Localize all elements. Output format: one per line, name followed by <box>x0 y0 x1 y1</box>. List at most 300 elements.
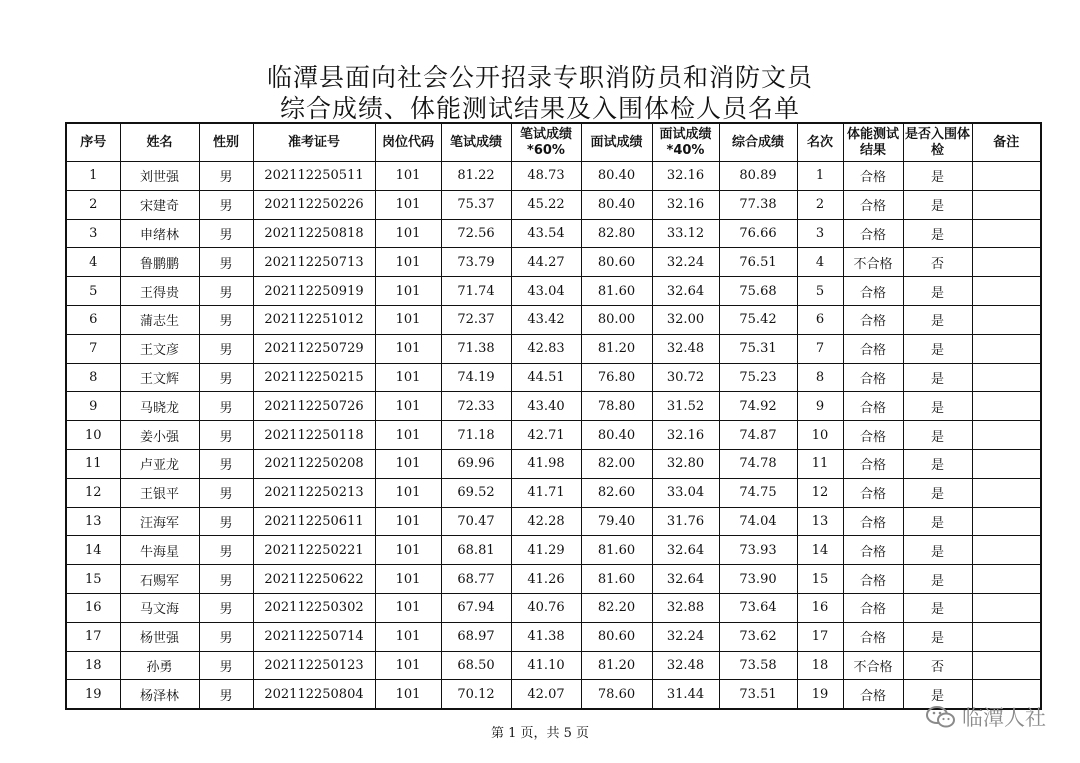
cell-fitness: 不合格 <box>843 248 903 277</box>
cell-interview: 78.60 <box>581 680 652 709</box>
table-row <box>66 363 1041 392</box>
cell-written: 69.52 <box>441 478 511 507</box>
cell-exam-id: 202112250208 <box>253 449 375 478</box>
cell-total: 75.42 <box>719 305 797 334</box>
cell-physical-exam: 是 <box>903 334 972 363</box>
cell-written: 68.50 <box>441 651 511 680</box>
cell-post-code: 101 <box>375 680 441 709</box>
cell-seq: 4 <box>66 248 120 277</box>
cell-gender: 男 <box>199 651 253 680</box>
cell-gender: 男 <box>199 219 253 248</box>
cell-written-weighted: 42.71 <box>511 421 581 450</box>
cell-written: 68.77 <box>441 565 511 594</box>
results-table <box>65 122 1042 710</box>
cell-physical-exam: 是 <box>903 277 972 306</box>
table-body <box>66 162 1041 710</box>
cell-name: 蒲志生 <box>120 305 199 334</box>
cell-seq: 6 <box>66 305 120 334</box>
cell-physical-exam: 否 <box>903 248 972 277</box>
table-row <box>66 449 1041 478</box>
cell-written: 68.97 <box>441 622 511 651</box>
cell-post-code: 101 <box>375 277 441 306</box>
cell-rank: 3 <box>797 219 843 248</box>
cell-fitness: 合格 <box>843 392 903 421</box>
cell-exam-id: 202112250714 <box>253 622 375 651</box>
cell-written-weighted: 42.83 <box>511 334 581 363</box>
cell-name: 马文海 <box>120 593 199 622</box>
table-row <box>66 190 1041 219</box>
cell-post-code: 101 <box>375 219 441 248</box>
cell-note <box>972 392 1041 421</box>
cell-exam-id: 202112250302 <box>253 593 375 622</box>
table-row <box>66 478 1041 507</box>
cell-note <box>972 305 1041 334</box>
cell-rank: 15 <box>797 565 843 594</box>
table-header-row <box>66 123 1041 162</box>
cell-written-weighted: 41.98 <box>511 449 581 478</box>
cell-seq: 11 <box>66 449 120 478</box>
header-exam-id: 准考证号 <box>253 123 375 162</box>
cell-written: 70.47 <box>441 507 511 536</box>
cell-physical-exam: 是 <box>903 680 972 709</box>
cell-post-code: 101 <box>375 334 441 363</box>
cell-post-code: 101 <box>375 478 441 507</box>
cell-gender: 男 <box>199 507 253 536</box>
table-row <box>66 162 1041 191</box>
cell-interview-weighted: 32.48 <box>652 651 719 680</box>
cell-rank: 14 <box>797 536 843 565</box>
cell-written-weighted: 43.40 <box>511 392 581 421</box>
cell-physical-exam: 是 <box>903 478 972 507</box>
cell-interview-weighted: 32.16 <box>652 190 719 219</box>
cell-written-weighted: 40.76 <box>511 593 581 622</box>
cell-written-weighted: 41.10 <box>511 651 581 680</box>
cell-written-weighted: 43.04 <box>511 277 581 306</box>
cell-gender: 男 <box>199 334 253 363</box>
cell-total: 76.51 <box>719 248 797 277</box>
cell-name: 卢亚龙 <box>120 449 199 478</box>
cell-exam-id: 202112250729 <box>253 334 375 363</box>
cell-total: 77.38 <box>719 190 797 219</box>
cell-interview: 82.00 <box>581 449 652 478</box>
cell-physical-exam: 是 <box>903 449 972 478</box>
cell-exam-id: 202112250213 <box>253 478 375 507</box>
cell-physical-exam: 是 <box>903 363 972 392</box>
cell-total: 76.66 <box>719 219 797 248</box>
cell-total: 73.58 <box>719 651 797 680</box>
document-title-line2: 综合成绩、体能测试结果及入围体检人员名单 <box>279 94 800 123</box>
cell-interview-weighted: 32.64 <box>652 277 719 306</box>
cell-fitness: 合格 <box>843 680 903 709</box>
cell-written-weighted: 44.27 <box>511 248 581 277</box>
cell-post-code: 101 <box>375 421 441 450</box>
cell-name: 石赐军 <box>120 565 199 594</box>
cell-interview-weighted: 32.00 <box>652 305 719 334</box>
cell-total: 73.51 <box>719 680 797 709</box>
cell-name: 姜小强 <box>120 421 199 450</box>
cell-interview-weighted: 32.80 <box>652 449 719 478</box>
cell-rank: 11 <box>797 449 843 478</box>
cell-seq: 12 <box>66 478 120 507</box>
cell-name: 马晓龙 <box>120 392 199 421</box>
cell-interview-weighted: 32.64 <box>652 536 719 565</box>
wechat-icon <box>926 705 956 729</box>
cell-fitness: 合格 <box>843 305 903 334</box>
cell-interview-weighted: 32.48 <box>652 334 719 363</box>
cell-exam-id: 202112250511 <box>253 162 375 191</box>
cell-post-code: 101 <box>375 305 441 334</box>
cell-rank: 7 <box>797 334 843 363</box>
cell-total: 74.75 <box>719 478 797 507</box>
cell-gender: 男 <box>199 478 253 507</box>
cell-gender: 男 <box>199 392 253 421</box>
table-row <box>66 565 1041 594</box>
table-row <box>66 219 1041 248</box>
cell-physical-exam: 是 <box>903 219 972 248</box>
table-row <box>66 651 1041 680</box>
cell-total: 75.23 <box>719 363 797 392</box>
cell-note <box>972 248 1041 277</box>
cell-written-weighted: 41.29 <box>511 536 581 565</box>
cell-note <box>972 162 1041 191</box>
cell-gender: 男 <box>199 449 253 478</box>
cell-rank: 13 <box>797 507 843 536</box>
cell-seq: 9 <box>66 392 120 421</box>
cell-interview: 78.80 <box>581 392 652 421</box>
cell-seq: 14 <box>66 536 120 565</box>
cell-post-code: 101 <box>375 248 441 277</box>
cell-physical-exam: 是 <box>903 565 972 594</box>
cell-post-code: 101 <box>375 622 441 651</box>
cell-interview: 82.80 <box>581 219 652 248</box>
watermark <box>926 702 1046 732</box>
cell-seq: 1 <box>66 162 120 191</box>
cell-post-code: 101 <box>375 190 441 219</box>
cell-note <box>972 593 1041 622</box>
cell-fitness: 合格 <box>843 277 903 306</box>
cell-exam-id: 202112250726 <box>253 392 375 421</box>
cell-rank: 9 <box>797 392 843 421</box>
document-title-line1: 临潭县面向社会公开招录专职消防员和消防文员 <box>266 63 813 92</box>
table-row <box>66 334 1041 363</box>
cell-interview: 81.60 <box>581 565 652 594</box>
cell-total: 75.31 <box>719 334 797 363</box>
cell-seq: 19 <box>66 680 120 709</box>
cell-note <box>972 507 1041 536</box>
cell-post-code: 101 <box>375 536 441 565</box>
cell-post-code: 101 <box>375 449 441 478</box>
cell-note <box>972 219 1041 248</box>
cell-rank: 18 <box>797 651 843 680</box>
cell-name: 杨世强 <box>120 622 199 651</box>
cell-seq: 15 <box>66 565 120 594</box>
cell-total: 74.78 <box>719 449 797 478</box>
cell-total: 73.90 <box>719 565 797 594</box>
cell-seq: 7 <box>66 334 120 363</box>
cell-gender: 男 <box>199 305 253 334</box>
cell-physical-exam: 是 <box>903 536 972 565</box>
cell-interview: 81.60 <box>581 536 652 565</box>
cell-physical-exam: 是 <box>903 392 972 421</box>
cell-note <box>972 651 1041 680</box>
cell-gender: 男 <box>199 536 253 565</box>
cell-fitness: 合格 <box>843 536 903 565</box>
cell-rank: 8 <box>797 363 843 392</box>
cell-interview: 81.60 <box>581 277 652 306</box>
cell-total: 75.68 <box>719 277 797 306</box>
cell-interview-weighted: 32.24 <box>652 622 719 651</box>
cell-post-code: 101 <box>375 565 441 594</box>
cell-interview: 76.80 <box>581 363 652 392</box>
cell-exam-id: 202112250919 <box>253 277 375 306</box>
cell-interview: 80.60 <box>581 248 652 277</box>
cell-name: 孙勇 <box>120 651 199 680</box>
table-row <box>66 593 1041 622</box>
header-rank: 名次 <box>797 123 843 162</box>
cell-physical-exam: 是 <box>903 421 972 450</box>
cell-interview-weighted: 31.44 <box>652 680 719 709</box>
cell-note <box>972 363 1041 392</box>
table-row <box>66 421 1041 450</box>
cell-post-code: 101 <box>375 162 441 191</box>
cell-physical-exam: 是 <box>903 190 972 219</box>
cell-written: 81.22 <box>441 162 511 191</box>
cell-interview: 81.20 <box>581 651 652 680</box>
cell-seq: 16 <box>66 593 120 622</box>
cell-interview: 81.20 <box>581 334 652 363</box>
cell-seq: 17 <box>66 622 120 651</box>
header-fitness: 体能测试结果 <box>843 123 903 162</box>
cell-seq: 2 <box>66 190 120 219</box>
cell-rank: 19 <box>797 680 843 709</box>
cell-gender: 男 <box>199 680 253 709</box>
cell-physical-exam: 是 <box>903 593 972 622</box>
cell-total: 73.64 <box>719 593 797 622</box>
cell-gender: 男 <box>199 593 253 622</box>
cell-exam-id: 202112250215 <box>253 363 375 392</box>
cell-gender: 男 <box>199 363 253 392</box>
cell-exam-id: 202112250622 <box>253 565 375 594</box>
header-seq: 序号 <box>66 123 120 162</box>
cell-fitness: 合格 <box>843 162 903 191</box>
cell-written: 72.56 <box>441 219 511 248</box>
cell-seq: 10 <box>66 421 120 450</box>
cell-fitness: 合格 <box>843 334 903 363</box>
cell-fitness: 合格 <box>843 449 903 478</box>
cell-interview-weighted: 30.72 <box>652 363 719 392</box>
cell-fitness: 不合格 <box>843 651 903 680</box>
cell-interview-weighted: 32.64 <box>652 565 719 594</box>
cell-post-code: 101 <box>375 363 441 392</box>
cell-written: 69.96 <box>441 449 511 478</box>
header-written-weighted: 笔试成绩*60% <box>511 123 581 162</box>
cell-written-weighted: 41.26 <box>511 565 581 594</box>
cell-name: 王文彦 <box>120 334 199 363</box>
cell-interview-weighted: 31.76 <box>652 507 719 536</box>
header-interview: 面试成绩 <box>581 123 652 162</box>
cell-written-weighted: 42.07 <box>511 680 581 709</box>
cell-fitness: 合格 <box>843 421 903 450</box>
cell-written-weighted: 48.73 <box>511 162 581 191</box>
cell-fitness: 合格 <box>843 219 903 248</box>
table-row <box>66 277 1041 306</box>
cell-exam-id: 202112250226 <box>253 190 375 219</box>
cell-fitness: 合格 <box>843 565 903 594</box>
cell-interview: 80.40 <box>581 421 652 450</box>
cell-name: 申绪林 <box>120 219 199 248</box>
cell-total: 80.89 <box>719 162 797 191</box>
cell-note <box>972 478 1041 507</box>
table-row <box>66 536 1041 565</box>
cell-note <box>972 190 1041 219</box>
cell-written: 74.19 <box>441 363 511 392</box>
cell-written: 71.18 <box>441 421 511 450</box>
cell-note <box>972 622 1041 651</box>
cell-exam-id: 202112250804 <box>253 680 375 709</box>
cell-gender: 男 <box>199 277 253 306</box>
cell-fitness: 合格 <box>843 363 903 392</box>
cell-name: 宋建奇 <box>120 190 199 219</box>
cell-post-code: 101 <box>375 593 441 622</box>
cell-exam-id: 202112250818 <box>253 219 375 248</box>
cell-written: 67.94 <box>441 593 511 622</box>
cell-physical-exam: 是 <box>903 305 972 334</box>
cell-note <box>972 536 1041 565</box>
cell-interview: 80.40 <box>581 190 652 219</box>
cell-written: 73.79 <box>441 248 511 277</box>
cell-written-weighted: 43.42 <box>511 305 581 334</box>
cell-written: 71.38 <box>441 334 511 363</box>
cell-total: 73.62 <box>719 622 797 651</box>
cell-interview: 82.20 <box>581 593 652 622</box>
cell-name: 王文辉 <box>120 363 199 392</box>
cell-rank: 2 <box>797 190 843 219</box>
cell-rank: 12 <box>797 478 843 507</box>
cell-exam-id: 202112250118 <box>253 421 375 450</box>
cell-written-weighted: 42.28 <box>511 507 581 536</box>
header-written: 笔试成绩 <box>441 123 511 162</box>
cell-note <box>972 421 1041 450</box>
cell-rank: 17 <box>797 622 843 651</box>
table-row <box>66 248 1041 277</box>
cell-fitness: 合格 <box>843 507 903 536</box>
cell-post-code: 101 <box>375 651 441 680</box>
cell-interview: 80.40 <box>581 162 652 191</box>
cell-name: 汪海军 <box>120 507 199 536</box>
cell-written: 72.37 <box>441 305 511 334</box>
cell-interview-weighted: 33.12 <box>652 219 719 248</box>
cell-written: 71.74 <box>441 277 511 306</box>
cell-interview-weighted: 31.52 <box>652 392 719 421</box>
cell-name: 王得贵 <box>120 277 199 306</box>
cell-rank: 4 <box>797 248 843 277</box>
cell-rank: 5 <box>797 277 843 306</box>
cell-exam-id: 202112250123 <box>253 651 375 680</box>
cell-note <box>972 334 1041 363</box>
cell-name: 刘世强 <box>120 162 199 191</box>
cell-interview-weighted: 33.04 <box>652 478 719 507</box>
cell-physical-exam: 否 <box>903 651 972 680</box>
cell-note <box>972 449 1041 478</box>
cell-post-code: 101 <box>375 507 441 536</box>
header-interview-weighted: 面试成绩*40% <box>652 123 719 162</box>
cell-name: 鲁鹏鹏 <box>120 248 199 277</box>
cell-fitness: 合格 <box>843 622 903 651</box>
cell-physical-exam: 是 <box>903 162 972 191</box>
cell-fitness: 合格 <box>843 190 903 219</box>
cell-interview: 80.60 <box>581 622 652 651</box>
cell-rank: 1 <box>797 162 843 191</box>
cell-interview: 79.40 <box>581 507 652 536</box>
cell-interview-weighted: 32.24 <box>652 248 719 277</box>
cell-note <box>972 277 1041 306</box>
cell-total: 74.04 <box>719 507 797 536</box>
cell-interview-weighted: 32.88 <box>652 593 719 622</box>
table-row <box>66 507 1041 536</box>
cell-gender: 男 <box>199 421 253 450</box>
page-footer: 第 1 页，共 5 页 <box>490 726 590 741</box>
table-row <box>66 680 1041 709</box>
cell-written: 70.12 <box>441 680 511 709</box>
cell-physical-exam: 是 <box>903 507 972 536</box>
watermark-text: 临潭人社 <box>962 706 1046 730</box>
cell-written-weighted: 41.71 <box>511 478 581 507</box>
cell-written: 68.81 <box>441 536 511 565</box>
cell-exam-id: 202112250611 <box>253 507 375 536</box>
cell-rank: 16 <box>797 593 843 622</box>
cell-seq: 13 <box>66 507 120 536</box>
header-physical-exam: 是否入围体检 <box>903 123 972 162</box>
cell-written-weighted: 41.38 <box>511 622 581 651</box>
cell-fitness: 合格 <box>843 478 903 507</box>
cell-interview-weighted: 32.16 <box>652 162 719 191</box>
cell-exam-id: 202112250713 <box>253 248 375 277</box>
cell-seq: 8 <box>66 363 120 392</box>
cell-total: 73.93 <box>719 536 797 565</box>
cell-seq: 18 <box>66 651 120 680</box>
cell-name: 杨泽林 <box>120 680 199 709</box>
cell-fitness: 合格 <box>843 593 903 622</box>
table-row <box>66 392 1041 421</box>
cell-exam-id: 202112251012 <box>253 305 375 334</box>
table-row <box>66 622 1041 651</box>
cell-seq: 5 <box>66 277 120 306</box>
header-post-code: 岗位代码 <box>375 123 441 162</box>
cell-physical-exam: 是 <box>903 622 972 651</box>
cell-gender: 男 <box>199 190 253 219</box>
header-name: 姓名 <box>120 123 199 162</box>
cell-gender: 男 <box>199 622 253 651</box>
cell-written-weighted: 43.54 <box>511 219 581 248</box>
cell-seq: 3 <box>66 219 120 248</box>
cell-gender: 男 <box>199 248 253 277</box>
cell-rank: 10 <box>797 421 843 450</box>
cell-note <box>972 565 1041 594</box>
cell-post-code: 101 <box>375 392 441 421</box>
cell-written-weighted: 44.51 <box>511 363 581 392</box>
header-total: 综合成绩 <box>719 123 797 162</box>
cell-name: 王银平 <box>120 478 199 507</box>
cell-interview: 80.00 <box>581 305 652 334</box>
cell-exam-id: 202112250221 <box>253 536 375 565</box>
header-note: 备注 <box>972 123 1041 162</box>
cell-interview-weighted: 32.16 <box>652 421 719 450</box>
cell-written: 75.37 <box>441 190 511 219</box>
cell-gender: 男 <box>199 565 253 594</box>
header-gender: 性别 <box>199 123 253 162</box>
cell-name: 牛海星 <box>120 536 199 565</box>
cell-gender: 男 <box>199 162 253 191</box>
